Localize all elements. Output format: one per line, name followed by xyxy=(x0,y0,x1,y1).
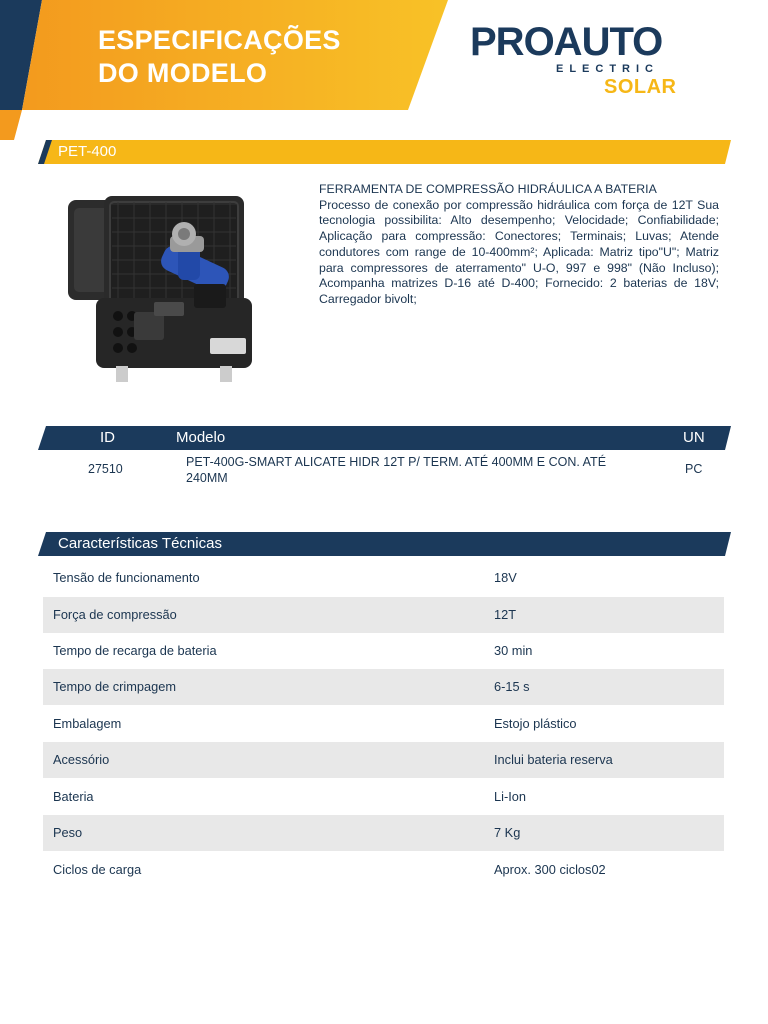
spec-label: Tempo de crimpagem xyxy=(53,679,177,694)
spec-row xyxy=(43,779,724,815)
product-code-bar-shape xyxy=(38,140,731,164)
model-table-header-shape xyxy=(38,426,731,450)
product-image xyxy=(60,188,272,388)
spec-row xyxy=(43,706,724,742)
product-description xyxy=(319,182,719,308)
spec-row xyxy=(43,669,724,705)
spec-value: 7 Kg xyxy=(494,825,521,840)
spec-value: Li-Ion xyxy=(494,789,527,804)
specs-header xyxy=(38,532,731,556)
spec-value: 6-15 s xyxy=(494,679,530,694)
spec-value: Estojo plástico xyxy=(494,716,577,731)
page-title-line-1: ESPECIFICAÇÕES xyxy=(98,25,341,55)
spec-label: Acessório xyxy=(53,752,110,767)
spec-label: Bateria xyxy=(53,789,94,804)
description-title: FERRAMENTA DE COMPRESSÃO HIDRÁULICA A BATERIA xyxy=(319,182,657,196)
spec-value: 12T xyxy=(494,607,517,622)
product-code-bar xyxy=(38,140,731,164)
spec-label: Tensão de funcionamento xyxy=(53,570,200,585)
spec-row xyxy=(43,815,724,851)
spec-label: Peso xyxy=(53,825,83,840)
spec-label: Ciclos de carga xyxy=(53,862,142,877)
model-header-un: UN xyxy=(683,429,705,446)
specs-title: Características Técnicas xyxy=(58,535,222,552)
model-header-id: ID xyxy=(100,429,115,446)
spec-label: Força de compressão xyxy=(53,607,177,622)
page-title-line-2: DO MODELO xyxy=(98,58,268,88)
brand-logo xyxy=(470,20,690,100)
spec-value: Aprox. 300 ciclos02 xyxy=(494,862,606,877)
spec-row xyxy=(43,852,724,888)
spec-row xyxy=(43,597,724,633)
spec-label: Tempo de recarga de bateria xyxy=(53,643,217,658)
spec-row xyxy=(43,560,724,596)
product-code: PET-400 xyxy=(58,143,117,160)
spec-row xyxy=(43,633,724,669)
model-row-model: PET-400G-SMART ALICATE HIDR 12T P/ TERM. ATÉ 400MM E CON. ATÉ 240MM xyxy=(186,455,607,485)
logo-brand-text: PROAUTO xyxy=(470,20,663,64)
spec-value: 30 min xyxy=(494,643,533,658)
model-row-id: 27510 xyxy=(88,462,123,476)
model-row-un: PC xyxy=(685,462,703,476)
logo-solar-text: SOLAR xyxy=(604,76,677,98)
spec-value: 18V xyxy=(494,570,517,585)
spec-row xyxy=(43,742,724,778)
spec-label: Embalagem xyxy=(53,716,122,731)
table-row xyxy=(38,452,728,492)
model-header-model: Modelo xyxy=(176,429,226,446)
spec-value: Inclui bateria reserva xyxy=(494,752,613,767)
model-table-header xyxy=(38,426,731,450)
page-title xyxy=(98,24,341,90)
description-body: Processo de conexão por compressão hidráulica com força de 12T Sua tecnologia possibilita: Alto desempenho; Velocidade; Confiabilidade; Aplicação para compressão: Conectores; Terminais; Luvas; Atende condutores com range de 10-400mm²; Aplicada: Matriz tipo"U"; Matriz para compressores de aterramento" U-O, 997 e 998" (Não Incluso); Acompanha matrizes D-16 até D-400; Fornecido: 2 baterias de 18V; Carregador bivolt; xyxy=(319,197,719,306)
logo-sub-text: ELECTRIC xyxy=(556,63,659,75)
